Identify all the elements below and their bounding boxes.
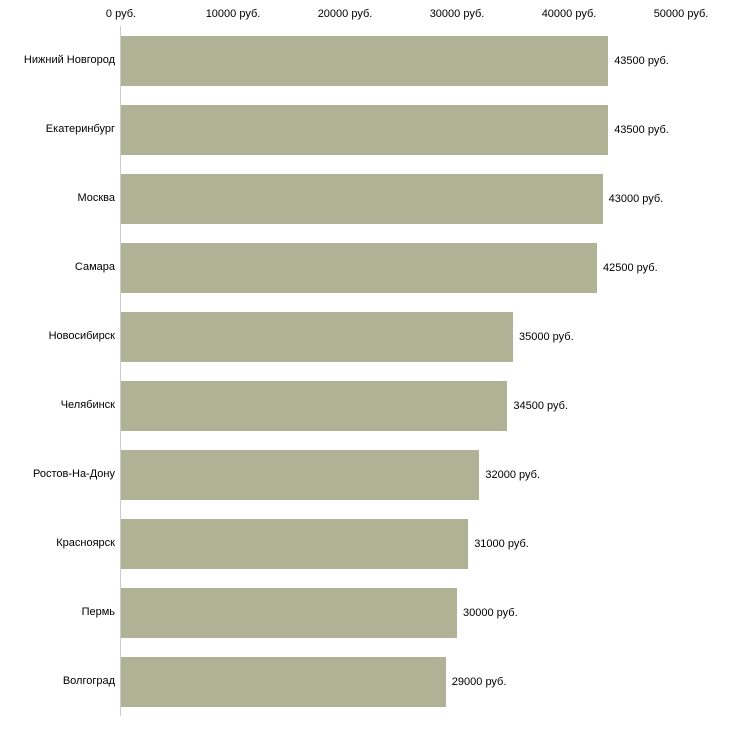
category-label: Пермь (81, 605, 115, 618)
bar[interactable] (121, 174, 603, 224)
bar-row (121, 312, 681, 362)
bar-row (121, 657, 681, 707)
bar-row (121, 381, 681, 431)
x-axis-tick-label: 50000 руб. (653, 8, 709, 20)
bar[interactable] (121, 450, 479, 500)
category-axis-labels (0, 26, 115, 716)
bar[interactable] (121, 243, 597, 293)
x-axis-tick-label: 40000 руб. (541, 8, 597, 20)
category-label: Нижний Новгород (23, 53, 115, 66)
bar[interactable] (121, 657, 446, 707)
bar-value-label: 43500 руб. (614, 123, 669, 136)
category-label: Самара (74, 260, 115, 273)
bar[interactable] (121, 312, 513, 362)
bar[interactable] (121, 105, 608, 155)
bar-row (121, 450, 681, 500)
bar-value-label: 42500 руб. (603, 261, 658, 274)
bar-row (121, 105, 681, 155)
plot-area (121, 26, 681, 716)
bar-value-label: 35000 руб. (519, 330, 574, 343)
bar[interactable] (121, 519, 468, 569)
bar-row (121, 519, 681, 569)
bar-row (121, 174, 681, 224)
category-label: Челябинск (60, 398, 115, 411)
category-label: Новосибирск (48, 329, 115, 342)
bar-value-label: 30000 руб. (463, 606, 518, 619)
x-axis-tick-label: 10000 руб. (205, 8, 261, 20)
bar-row (121, 243, 681, 293)
bar[interactable] (121, 381, 507, 431)
bar[interactable] (121, 36, 608, 86)
bar-value-label: 31000 руб. (474, 537, 529, 550)
category-label: Екатеринбург (45, 122, 115, 135)
bar-row (121, 588, 681, 638)
bar-value-label: 43500 руб. (614, 54, 669, 67)
x-axis-top (0, 0, 730, 26)
bar[interactable] (121, 588, 457, 638)
x-axis-tick-label: 0 руб. (105, 8, 137, 20)
bar-value-label: 32000 руб. (485, 468, 541, 481)
bar-value-label: 29000 руб. (451, 675, 507, 688)
category-label: Красноярск (56, 536, 115, 549)
category-label: Москва (77, 191, 115, 204)
category-label: Волгоград (62, 674, 115, 687)
x-axis-tick-label: 20000 руб. (317, 8, 373, 20)
bar-value-label: 34500 руб. (513, 399, 569, 412)
category-label: Ростов-На-Дону (32, 467, 115, 480)
x-axis-tick-label: 30000 руб. (429, 8, 485, 20)
bar-row (121, 36, 681, 86)
bar-value-label: 43000 руб. (608, 192, 664, 205)
